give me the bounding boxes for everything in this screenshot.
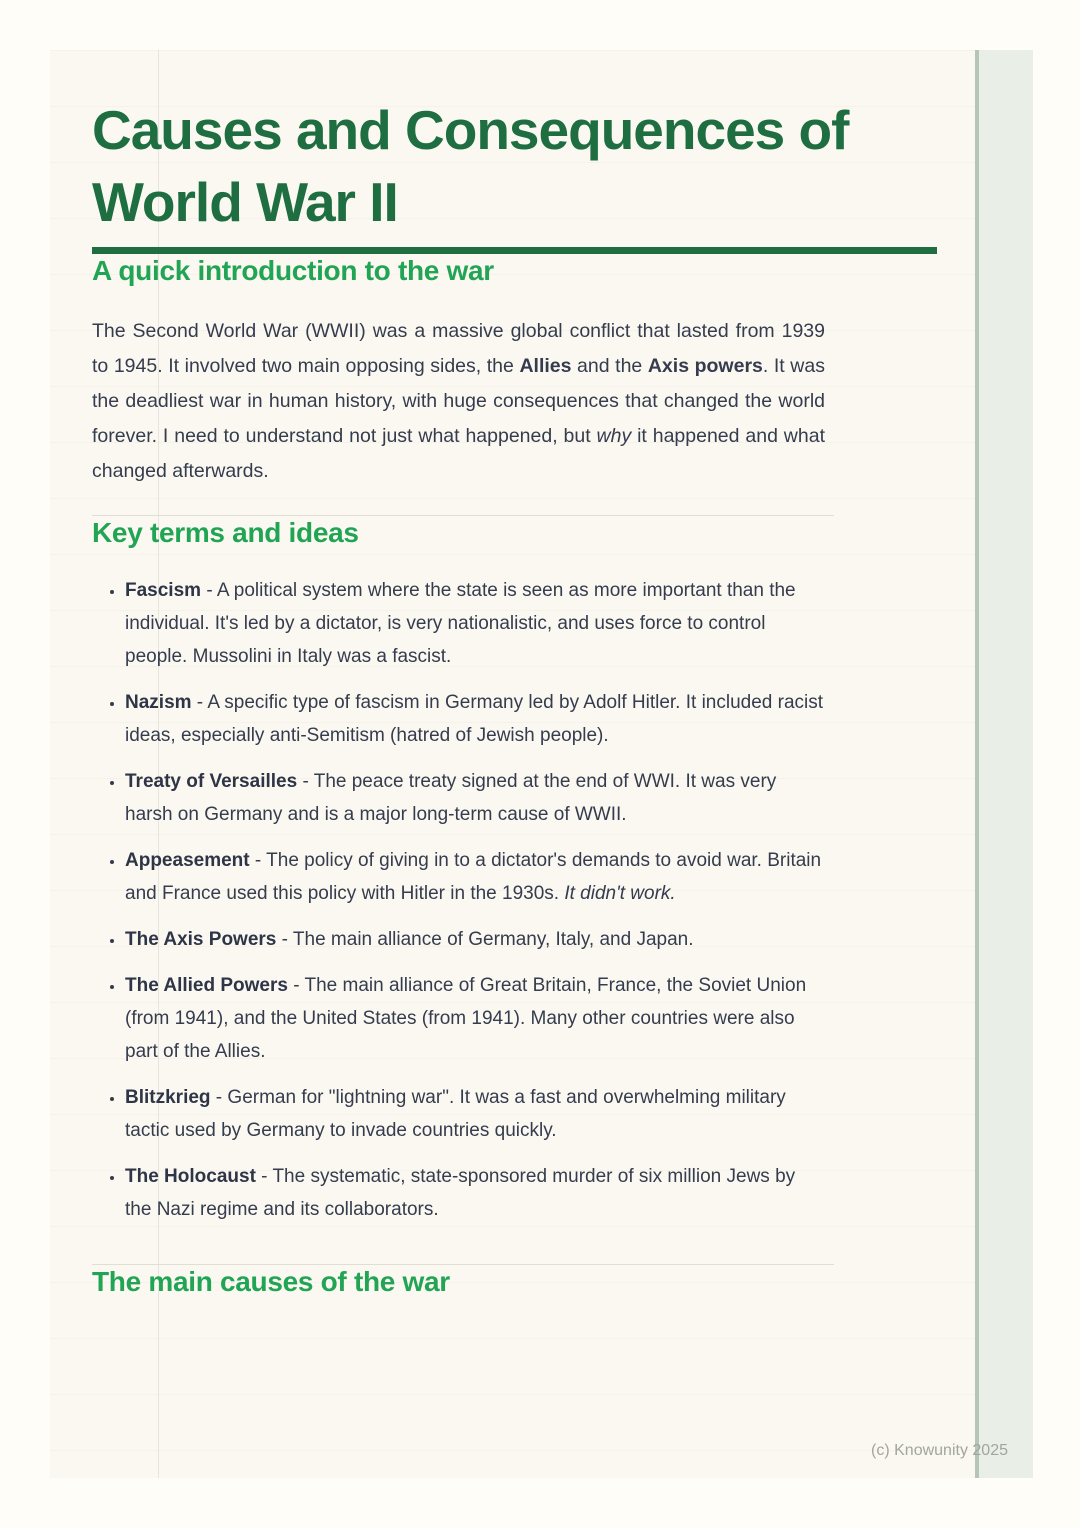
text-segment: Allies [519,355,572,377]
text-segment: and the [571,355,648,377]
page-title: Causes and Consequences of World War II [92,99,849,233]
document-content [50,50,975,1299]
section-heading-main-causes: The main causes of the war [92,1266,450,1297]
term-label: The Holocaust [125,1166,256,1187]
term-separator: - [210,1087,228,1108]
bookmark-edge-strip [975,50,1033,1478]
list-item [125,765,825,831]
text-segment: Axis powers [647,355,763,377]
list-item [125,686,825,752]
text-segment: The policy of giving in to a dictator's demands to avoid war. Britain and France used this policy with Hitler in the 1930s. [125,850,822,904]
term-separator: - [297,771,314,792]
term-label: Fascism [125,580,202,601]
term-separator: - [201,580,217,601]
text-segment: A specific type of fascism in Germany led by Adolf Hitler. It included racist ideas, especially anti-Semitism (hatred of Jewish people). [125,692,824,746]
list-item [125,1160,825,1226]
term-definition [125,580,796,667]
text-segment: why [596,425,632,447]
section-heading-introduction: A quick introduction to the war [92,255,494,286]
list-item [125,923,825,956]
text-segment: The Second World War (WWII) was a massive global conflict that lasted from 1939 to 1945. It involved two main opposing sides, the [92,320,825,377]
key-terms-list [92,574,825,1238]
term-label: Treaty of Versailles [125,771,298,792]
term-label: Appeasement [125,850,250,871]
title-underline-rule [92,247,937,254]
term-label: Nazism [125,692,192,713]
text-segment: A political system where the state is seen as more important than the individual. It's led by a dictator, is very nationalistic, and uses force to control people. Mussolini in Italy was a fascist. [125,580,796,667]
intro-paragraph [92,314,825,489]
term-definition [125,692,823,746]
term-label: Blitzkrieg [125,1087,211,1108]
list-item [125,574,825,673]
text-segment: The peace treaty signed at the end of WWI. It was very harsh on Germany and is a major long-term cause of WWII. [125,771,777,825]
text-segment: German for "lightning war". It was a fast and overwhelming military tactic used by Germany to invade countries quickly. [125,1087,786,1141]
list-item [125,969,825,1068]
list-item [125,1081,825,1147]
note-paper [50,50,975,1478]
text-segment: The main alliance of Great Britain, France, the Soviet Union (from 1941), and the United States (from 1941). Many other countries were also part of the Allies. [125,975,807,1062]
text-segment: The main alliance of Germany, Italy, and Japan. [292,929,694,950]
term-label: The Allied Powers [125,975,288,996]
text-segment: It didn't work. [564,883,676,904]
term-definition [293,929,694,950]
section-heading-key-terms: Key terms and ideas [92,517,359,548]
term-separator: - [255,1166,273,1187]
term-separator: - [249,850,267,871]
list-item [125,844,825,910]
text-segment: The systematic, state-sponsored murder of six million Jews by the Nazi regime and its collaborators. [125,1166,796,1220]
text-segment: it happened and what changed afterwards. [92,425,826,482]
term-separator: - [276,929,293,950]
term-separator: - [287,975,305,996]
term-separator: - [191,692,208,713]
footer-copyright: (c) Knowunity 2025 [871,1442,1008,1459]
text-segment: . It was the deadliest war in human history, with huge consequences that changed the world forever. I need to understand not just what happened, but [92,355,825,447]
term-label: The Axis Powers [125,929,277,950]
